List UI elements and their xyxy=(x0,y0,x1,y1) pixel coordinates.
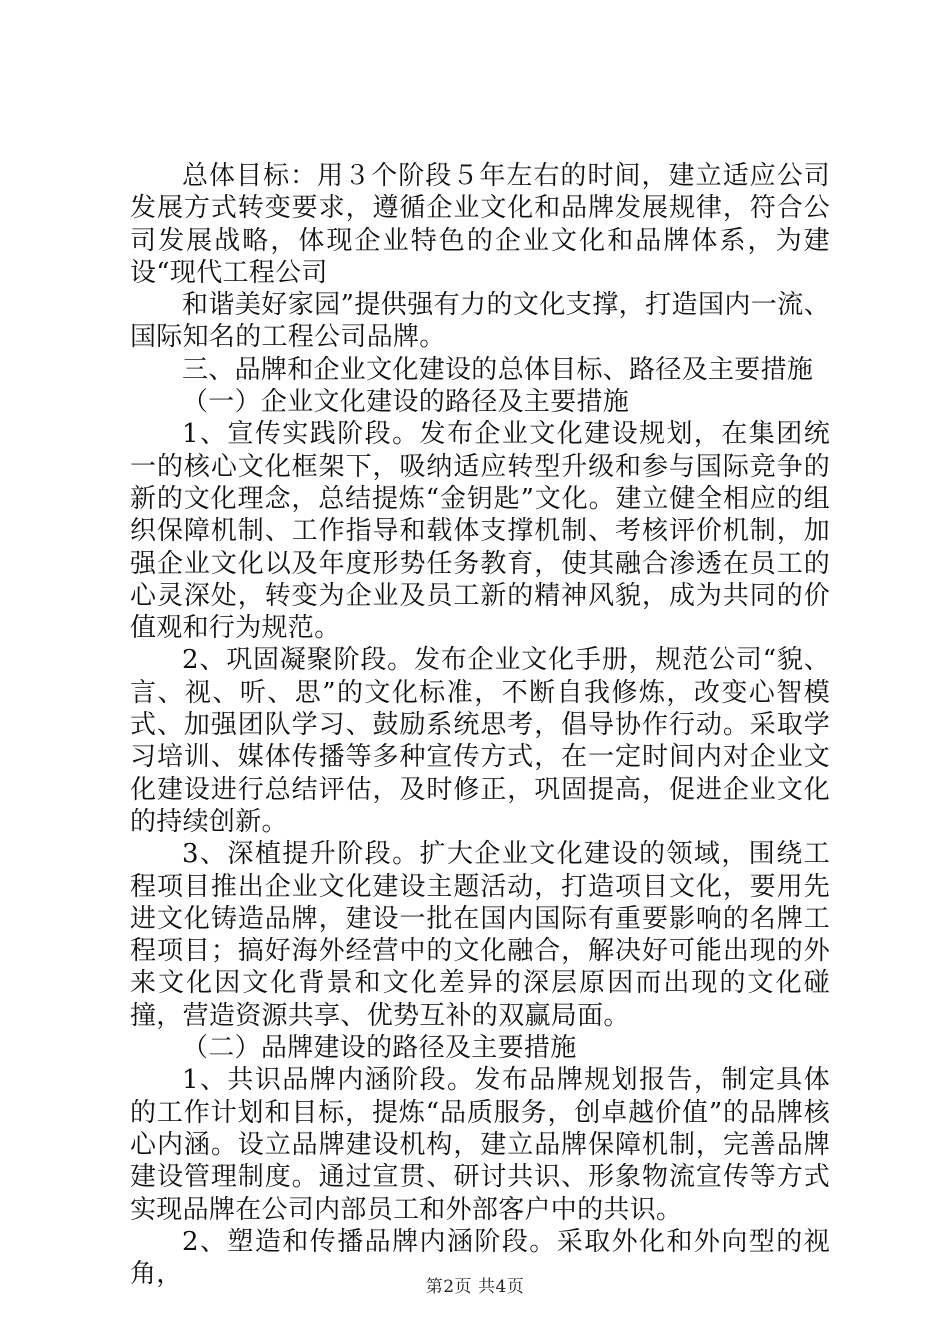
paragraph-culture-stage-1: 1、宣传实践阶段。发布企业文化建设规划，在集团统一的核心文化框架下，吸纳适应转型升级和参与国际竞争的新的文化理念，总结提炼“金钥匙”文化。建立健全相应的组织保障机制、工作指导和载体支撑机制、考核评价机制，加强企业文化以及年度形势任务教育，使其融合渗透在员工的心灵深处，转变为企业及员工新的精神风貌，成为共同的价值观和行为规范。 xyxy=(130,419,830,644)
subsection-heading-brand: （二）品牌建设的路径及主要措施 xyxy=(182,1033,577,1064)
document-body xyxy=(130,160,830,1290)
subsection-heading-culture: （一）企业文化建设的路径及主要措施 xyxy=(182,387,630,418)
paragraph-culture-stage-3: 3、深植提升阶段。扩大企业文化建设的领域，围绕工程项目推出企业文化建设主题活动，打造项目文化，要用先进文化铸造品牌，建设一批在国内国际有重要影响的名牌工程项目；搞好海外经营中的文化融合，解决好可能出现的外来文化因文化背景和文化差异的深层原因而出现的文化碰撞，营造资源共享、优势互补的双赢局面。 xyxy=(130,839,830,1031)
paragraph-goal-continued: 和谐美好家园”提供强有力的文化支撑，打造国内一流、国际知名的工程公司品牌。 xyxy=(130,290,830,353)
page-number-footer: 第2页 共4页 xyxy=(425,1277,525,1297)
section-heading-three: 三、品牌和企业文化建设的总体目标、路径及主要措施 xyxy=(182,354,814,385)
paragraph-brand-stage-2: 2、塑造和传播品牌内涵阶段。采取外化和外向型的视角， xyxy=(130,1226,830,1290)
paragraph-brand-stage-1: 1、共识品牌内涵阶段。发布品牌规划报告，制定具体的工作计划和目标，提炼“品质服务，创卓越价值”的品牌核心内涵。设立品牌建设机构，建立品牌保障机制，完善品牌建设管理制度。通过宣贯、研讨共识、形象物流宣传等方式实现品牌在公司内部员工和外部客户中的共识。 xyxy=(130,1065,830,1225)
paragraph-overall-goal: 总体目标：用３个阶段５年左右的时间，建立适应公司发展方式转变要求，遵循企业文化和品牌发展规律，符合公司发展战略，体现企业特色的企业文化和品牌体系，为建设“现代工程公司 xyxy=(130,161,830,288)
paragraph-culture-stage-2: 2、巩固凝聚阶段。发布企业文化手册，规范公司“貌、言、视、听、思”的文化标准，不断自我修炼，改变心智模式、加强团队学习、鼓励系统思考，倡导协作行动。采取学习培训、媒体传播等多种宣传方式，在一定时间内对企业文化建设进行总结评估，及时修正，巩固提高，促进企业文化的持续创新。 xyxy=(130,645,830,837)
